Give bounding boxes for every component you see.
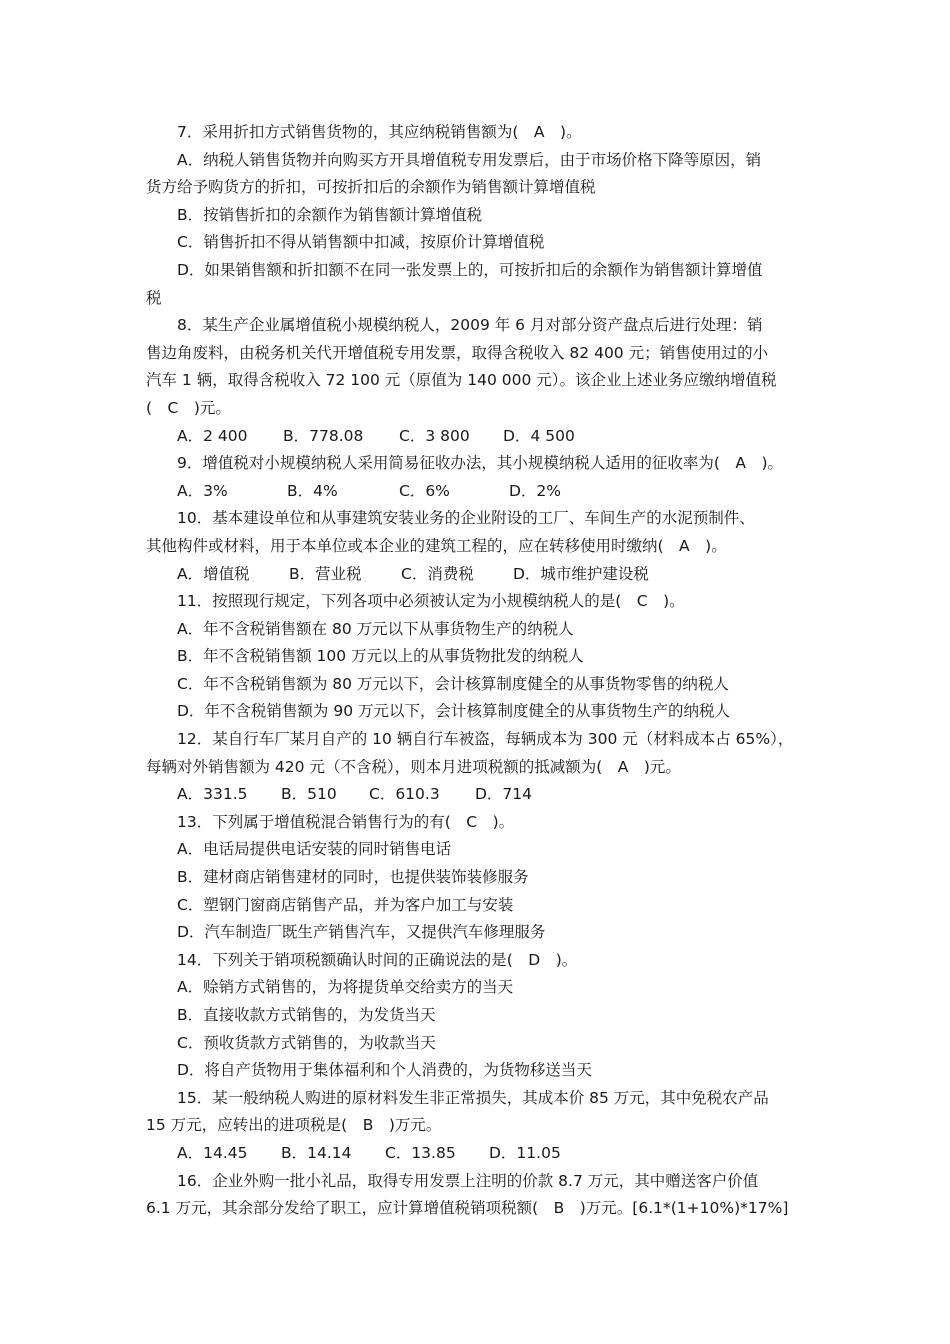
text-line: 14．下列关于销项税额确认时间的正确说法的是( D )。 <box>177 950 578 969</box>
answer-option: D．11.05 <box>489 1143 561 1162</box>
text-line: 15．某一般纳税人购进的原材料发生非正常损失，其成本价 85 万元，其中免税农产品 <box>177 1088 769 1107</box>
text-line: C．销售折扣不得从销售额中扣减，按原价计算增值税 <box>177 233 545 252</box>
text-line: 12．某自行车厂某月自产的 10 辆自行车被盗，每辆成本为 300 元（材料成本占 65%）， <box>177 730 794 749</box>
answer-option: C．13.85 <box>385 1143 456 1162</box>
text-line: 每辆对外销售额为 420 元（不含税），则本月进项税额的抵减额为( A )元。 <box>146 757 681 776</box>
text-line: 8．某生产企业属增值税小规模纳税人，2009 年 6 月对部分资产盘点后进行处理：销 <box>177 316 763 335</box>
text-line: 7．采用折扣方式销售货物的，其应纳税销售额为( A )。 <box>177 123 582 141</box>
text-line: A．年不含税销售额在 80 万元以下从事货物生产的纳税人 <box>177 619 574 638</box>
text-line: 9．增值税对小规模纳税人采用简易征收办法，其小规模纳税人适用的征收率为( A )。 <box>177 454 784 473</box>
text-line: D．如果销售额和折扣额不在同一张发票上的，可按折扣后的余额作为销售额计算增值 <box>177 260 763 279</box>
text-line: B．年不含税销售额 100 万元以上的从事货物批发的纳税人 <box>177 647 584 666</box>
text-line: 税 <box>146 288 162 307</box>
answer-option: A．3% <box>177 481 228 500</box>
text-line: C．预收货款方式销售的，为收款当天 <box>177 1033 436 1052</box>
answer-option: C．6% <box>399 481 450 500</box>
text-line: A．电话局提供电话安装的同时销售电话 <box>177 840 452 859</box>
text-line: A．纳税人销售货物并向购买方开具增值税专用发票后，由于市场价格下降等原因，销 <box>177 150 762 169</box>
text-line: D．年不含税销售额为 90 万元以下，会计核算制度健全的从事货物生产的纳税人 <box>177 702 731 721</box>
answer-option: D．714 <box>475 785 533 804</box>
answer-option: B．510 <box>281 785 337 804</box>
answer-option: B．营业税 <box>289 564 362 583</box>
answer-option: B．4% <box>287 481 338 500</box>
text-line: 货方给予购货方的折扣，可按折扣后的余额作为销售额计算增值税 <box>146 178 596 197</box>
text-line: ( C )元。 <box>146 398 231 417</box>
text-line: 其他构件或材料，用于本单位或本企业的建筑工程的，应在转移使用时缴纳( A )。 <box>146 536 727 555</box>
answer-option: D．4 500 <box>503 426 575 445</box>
answer-option: D．2% <box>509 481 562 500</box>
answer-options-row <box>146 781 810 809</box>
answer-option: A．2 400 <box>177 426 248 445</box>
answer-options-row <box>146 1140 810 1168</box>
answer-option: C．610.3 <box>369 785 440 804</box>
answer-options-row <box>146 423 810 451</box>
answer-option: A．331.5 <box>177 785 248 804</box>
answer-option: A．增值税 <box>177 564 250 583</box>
answer-option: C．消费税 <box>401 564 474 583</box>
text-line: 6.1 万元，其余部分发给了职工，应计算增值税销项税额( B )万元。[6.1*(1+10%)*17%] <box>146 1199 789 1218</box>
text-line: 售边角废料，由税务机关代开增值税专用发票，取得含税收入 82 400 元；销售使用过的小 <box>146 343 769 362</box>
text-line: 16．企业外购一批小礼品，取得专用发票上注明的价款 8.7 万元，其中赠送客户价值 <box>177 1171 759 1190</box>
answer-option: D．城市维护建设税 <box>513 564 649 583</box>
text-line: D．将自产货物用于集体福利和个人消费的，为货物移送当天 <box>177 1061 592 1080</box>
text-line: C．年不含税销售额为 80 万元以下，会计核算制度健全的从事货物零售的纳税人 <box>177 674 729 693</box>
text-line: 10．基本建设单位和从事建筑安装业务的企业附设的工厂、车间生产的水泥预制件、 <box>177 509 755 528</box>
text-line: B．直接收款方式销售的，为发货当天 <box>177 1006 436 1024</box>
text-line: D．汽车制造厂既生产销售汽车，又提供汽车修理服务 <box>177 923 546 942</box>
text-line: 15 万元，应转出的进项税是( B )万元。 <box>146 1116 442 1135</box>
text-line: A．赊销方式销售的，为将提货单交给卖方的当天 <box>177 978 514 997</box>
text-line: B．建材商店销售建材的同时，也提供装饰装修服务 <box>177 868 529 887</box>
answer-option: B．14.14 <box>281 1143 352 1162</box>
answer-options-row <box>146 478 810 506</box>
text-line: 11．按照现行规定，下列各项中必须被认定为小规模纳税人的是( C )。 <box>177 592 685 611</box>
text-line: B．按销售折扣的余额作为销售额计算增值税 <box>177 205 483 224</box>
answer-option: A．14.45 <box>177 1143 248 1162</box>
answer-option: B．778.08 <box>283 426 364 445</box>
question-list <box>146 119 810 1223</box>
text-line: 13．下列属于增值税混合销售行为的有( C )。 <box>177 812 515 831</box>
text-line: 汽车 1 辆，取得含税收入 72 100 元（原值为 140 000 元）。该企业上述业务应缴纳增值税 <box>146 371 777 390</box>
text-line: C．塑钢门窗商店销售产品，并为客户加工与安装 <box>177 895 514 914</box>
answer-options-row <box>146 561 810 589</box>
answer-option: C．3 800 <box>399 426 470 445</box>
